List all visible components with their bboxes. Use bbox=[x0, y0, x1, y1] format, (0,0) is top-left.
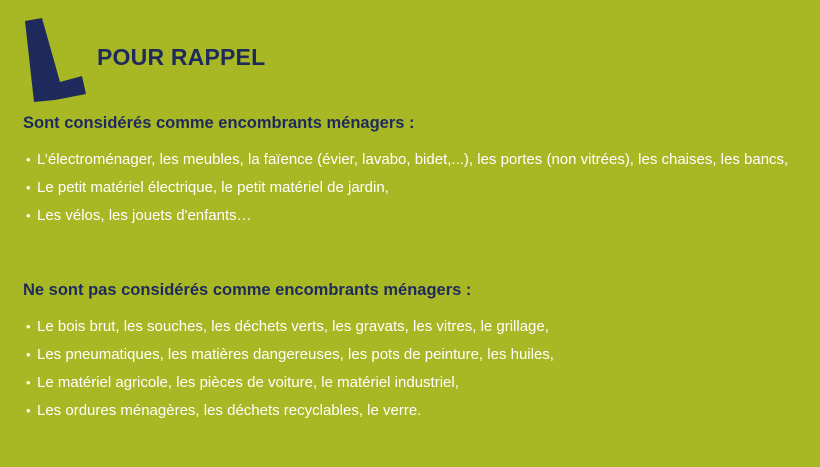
list-item: • Le petit matériel électrique, le petit matériel de jardin, bbox=[23, 175, 793, 200]
section-heading-included: Sont considérés comme encombrants ménagers : bbox=[23, 114, 415, 132]
l-letter-logo-icon bbox=[20, 18, 90, 103]
excluded-items-list bbox=[23, 314, 793, 426]
list-item: • Les pneumatiques, les matières dangereuses, les pots de peinture, les huiles, bbox=[23, 342, 793, 367]
list-item: • Les vélos, les jouets d'enfants… bbox=[23, 203, 793, 228]
list-item: • Le bois brut, les souches, les déchets verts, les gravats, les vitres, le grillage, bbox=[23, 314, 793, 339]
list-item: • L’électroménager, les meubles, la faïence (évier, lavabo, bidet,...), les portes (non vitrées), les chaises, les bancs, bbox=[23, 147, 793, 172]
list-item: • Le matériel agricole, les pièces de voiture, le matériel industriel, bbox=[23, 370, 793, 395]
included-items-list bbox=[23, 147, 793, 231]
section-heading-excluded: Ne sont pas considérés comme encombrants ménagers : bbox=[23, 281, 472, 299]
page-title: POUR RAPPEL bbox=[97, 44, 266, 70]
list-item: • Les ordures ménagères, les déchets recyclables, le verre. bbox=[23, 398, 793, 423]
